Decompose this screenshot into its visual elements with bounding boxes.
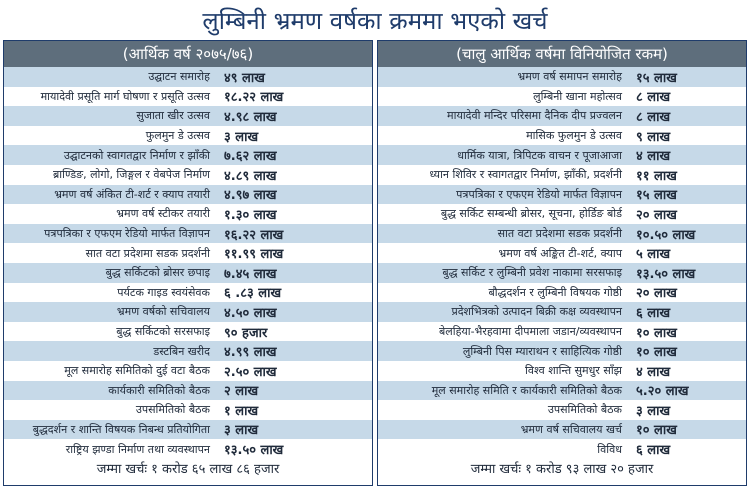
expense-list xyxy=(4,67,372,459)
item-label: भ्रमण वर्षको सचिवालय xyxy=(116,305,210,319)
item-label: सुजाता खीर उत्सव xyxy=(136,109,210,123)
list-item xyxy=(4,361,372,381)
item-amount: १० लाख xyxy=(636,345,677,361)
item-amount: २० लाख xyxy=(636,286,677,302)
list-item xyxy=(4,165,372,185)
item-amount: ३ लाख xyxy=(224,129,259,145)
item-label: ब्राण्डिङ, लोगो, जिङ्गल र वेबपेज निर्माण xyxy=(53,168,210,182)
item-amount: ६ लाख xyxy=(636,443,671,459)
item-label: राष्ट्रिय झण्डा निर्माण तथा व्यवस्थापन xyxy=(65,442,210,456)
item-label: भ्रमण वर्ष अङ्कित टी-शर्ट, क्याप xyxy=(498,246,622,260)
item-label: भ्रमण वर्ष समापन समारोह xyxy=(517,70,622,84)
item-amount: २० लाख xyxy=(636,207,677,223)
item-amount: १३.५० लाख xyxy=(224,443,284,459)
list-item xyxy=(4,400,372,420)
item-amount: ४ लाख xyxy=(636,364,671,380)
item-amount: १.३० लाख xyxy=(224,207,277,223)
item-label: बौद्धदर्शन र लुम्बिनी विषयक गोष्ठी xyxy=(488,285,622,299)
item-label: ध्यान शिविर र स्वागतद्वार निर्माण, झाँकी, प्रदर्शनी xyxy=(429,168,622,182)
list-item xyxy=(378,400,746,420)
item-label: भ्रमण वर्ष सचिवालय खर्च xyxy=(520,422,622,436)
item-label: भ्रमण वर्ष स्टीकर तयारी xyxy=(116,207,210,221)
list-item xyxy=(378,341,746,361)
item-label: बुद्ध सर्किटको ब्रोसर छपाइ xyxy=(105,266,210,280)
item-amount: ४.५० लाख xyxy=(224,305,277,321)
allocated-budget-panel xyxy=(377,40,747,486)
list-item xyxy=(4,341,372,361)
item-amount: ७.४५ लाख xyxy=(224,266,277,282)
item-amount: ९ लाख xyxy=(636,129,671,145)
item-amount: १० लाख xyxy=(636,423,677,439)
list-item xyxy=(4,145,372,165)
item-label: उद्घाटनको स्वागतद्वार निर्माण र झाँकी xyxy=(63,148,210,162)
item-amount: ८ लाख xyxy=(636,109,671,125)
item-amount: ४ लाख xyxy=(636,149,671,165)
item-amount: ४.८९ लाख xyxy=(224,168,277,184)
item-label: उद्घाटन समारोह xyxy=(148,70,210,84)
list-item xyxy=(4,302,372,322)
item-label: बुद्ध सर्किट सम्बन्धी ब्रोसर, सूचना, होर्डिङ बोर्ड xyxy=(440,207,622,221)
list-item xyxy=(4,106,372,126)
item-amount: ३ लाख xyxy=(636,403,671,419)
list-item xyxy=(4,224,372,244)
list-item xyxy=(378,87,746,107)
item-amount: ५.२० लाख xyxy=(636,384,689,400)
item-amount: ११.९९ लाख xyxy=(224,247,284,263)
item-label: मायादेवी मन्दिर परिसमा दैनिक दीप प्रज्वलन xyxy=(447,109,622,123)
item-label: पर्यटक गाइड स्वयंसेवक xyxy=(117,285,210,299)
list-item xyxy=(4,185,372,205)
item-label: पत्रपत्रिका र एफएम रेडियो मार्फत विज्ञापन xyxy=(456,187,622,201)
item-label: विश्व शान्ति सुमधुर साँझ xyxy=(525,364,622,378)
item-amount: १५ लाख xyxy=(636,70,677,86)
list-item xyxy=(4,283,372,303)
list-item xyxy=(378,145,746,165)
list-item xyxy=(4,67,372,87)
item-label: पत्रपत्रिका र एफएम रेडियो मार्फत विज्ञापन xyxy=(44,227,210,241)
allocation-list xyxy=(378,67,746,459)
list-item xyxy=(378,263,746,283)
list-item xyxy=(378,204,746,224)
item-amount: ४.९८ लाख xyxy=(224,109,277,125)
item-label: बेलहिया-भैरहवामा दीपमाला जडान/व्यवस्थापन xyxy=(438,325,622,339)
list-item xyxy=(4,263,372,283)
list-item xyxy=(4,322,372,342)
item-label: विविध xyxy=(597,442,622,456)
item-label: धार्मिक यात्रा, त्रिपिटक वाचन र पूजाआजा xyxy=(457,148,622,162)
item-amount: ११ लाख xyxy=(636,168,677,184)
item-label: फुलमुन डे उत्सव xyxy=(145,129,210,143)
item-label: डस्टबिन खरीद xyxy=(153,344,210,358)
page-title: लुम्बिनी भ्रमण वर्षका क्रममा भएको खर्च xyxy=(202,7,548,35)
item-amount: २.५० लाख xyxy=(224,364,277,380)
list-item xyxy=(378,381,746,401)
list-item xyxy=(378,224,746,244)
item-label: मूल समारोह समितिको दुई वटा बैठक xyxy=(64,364,210,378)
item-amount: २ लाख xyxy=(224,384,259,400)
total-allocation: जम्मा खर्चः १ करोड ९३ लाख २० हजार xyxy=(470,461,654,477)
list-item xyxy=(378,283,746,303)
list-item xyxy=(378,185,746,205)
panel-header: (आर्थिक वर्ष २०७५/७६) xyxy=(4,41,372,67)
item-label: लुम्बिनी पिस म्याराथन र साहित्यिक गोष्ठी xyxy=(462,344,622,358)
list-item xyxy=(4,243,372,263)
list-item xyxy=(378,67,746,87)
panel-header: (चालु आर्थिक वर्षमा विनियोजित रकम) xyxy=(378,41,746,67)
item-amount: १३.५० लाख xyxy=(636,266,696,282)
list-item xyxy=(4,381,372,401)
item-label: प्रदेशभित्रको उत्पादन बिक्री कक्ष व्यवस्थापन xyxy=(451,305,622,319)
item-label: बुद्ध सर्किटको सरसफाइ xyxy=(116,325,210,339)
list-item xyxy=(4,126,372,146)
item-amount: १६.२२ लाख xyxy=(224,227,284,243)
list-item xyxy=(4,439,372,459)
item-label: सात वटा प्रदेशमा सडक प्रदर्शनी xyxy=(85,246,210,260)
item-label: उपसमितिको बैठक xyxy=(547,403,622,417)
item-amount: ४.९९ लाख xyxy=(224,345,277,361)
item-amount: १८.२२ लाख xyxy=(224,90,284,106)
list-item xyxy=(4,87,372,107)
item-amount: ४.९७ लाख xyxy=(224,188,277,204)
item-amount: ६ लाख xyxy=(636,305,671,321)
item-label: मायादेवी प्रसूति मार्ग घोषणा र प्रसूति उत्सव xyxy=(40,89,210,103)
item-amount: ४९ लाख xyxy=(224,70,265,86)
list-item xyxy=(378,302,746,322)
item-amount: १५ लाख xyxy=(636,188,677,204)
item-amount: ५ लाख xyxy=(636,247,671,263)
item-amount: ८ लाख xyxy=(636,90,671,106)
list-item xyxy=(378,420,746,440)
item-amount: ९० हजार xyxy=(224,325,268,341)
item-label: कार्यकारी समितिको बैठक xyxy=(108,383,210,397)
item-label: उपसमितिको बैठक xyxy=(135,403,210,417)
list-item xyxy=(378,439,746,459)
item-amount: ३ लाख xyxy=(224,423,259,439)
list-item xyxy=(378,243,746,263)
list-item xyxy=(378,106,746,126)
item-label: मासिक फुलमुन डे उत्सव xyxy=(526,129,622,143)
current-year-expense-panel xyxy=(3,40,373,486)
item-amount: १० लाख xyxy=(636,325,677,341)
item-amount: १०.५० लाख xyxy=(636,227,696,243)
item-amount: ६ .८३ लाख xyxy=(224,286,282,302)
list-item xyxy=(378,126,746,146)
item-amount: १ लाख xyxy=(224,403,259,419)
item-label: बुद्ध सर्किट र लुम्बिनी प्रवेश नाकामा सरसफाइ xyxy=(442,266,622,280)
item-label: सात वटा प्रदेशमा सडक प्रदर्शनी xyxy=(497,227,622,241)
item-amount: ७.६२ लाख xyxy=(224,149,277,165)
list-item xyxy=(378,165,746,185)
item-label: लुम्बिनी खाना महोत्सव xyxy=(533,89,622,103)
list-item xyxy=(4,420,372,440)
total-expense: जम्मा खर्चः १ करोड ६५ लाख ८६ हजार xyxy=(96,461,280,477)
item-label: मूल समारोह समिति र कार्यकारी समितिको बैठक xyxy=(431,383,622,397)
item-label: भ्रमण वर्ष अंकित टी-शर्ट र क्याप तयारी xyxy=(54,187,210,201)
item-label: बुद्धदर्शन र शान्ति विषयक निबन्ध प्रतियोगिता xyxy=(32,422,210,436)
list-item xyxy=(378,361,746,381)
list-item xyxy=(378,322,746,342)
list-item xyxy=(4,204,372,224)
